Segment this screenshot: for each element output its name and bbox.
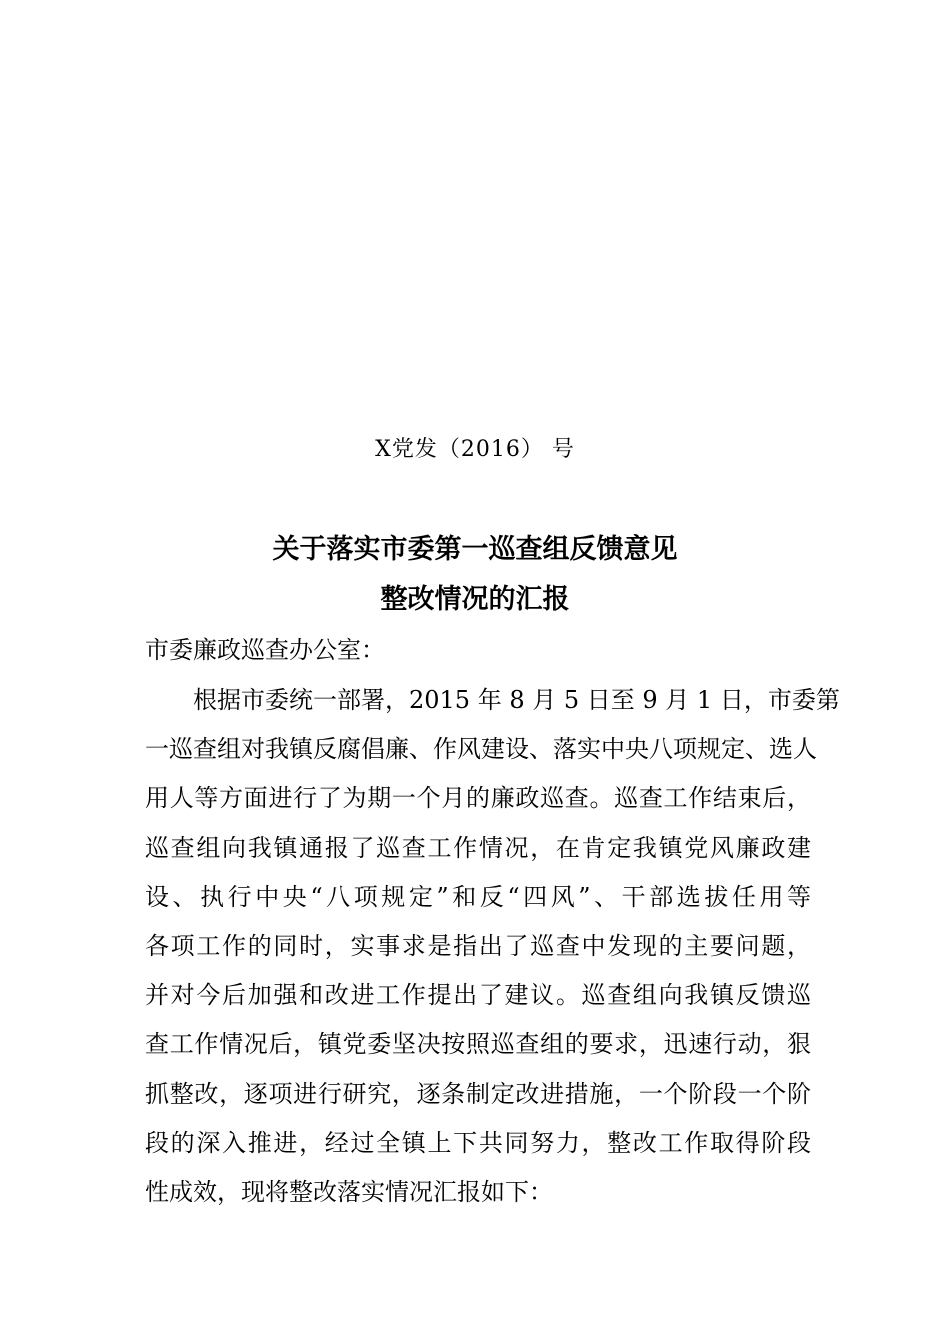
body-line: 根据市委统一部署，2015 年 8 月 5 日至 9 月 1 日，市委第 [193,686,840,714]
body-line: 用人等方面进行了为期一个月的廉政巡查。巡查工作结束后， [145,784,811,813]
body-paragraph [145,676,840,1217]
document-number: X党发（2016） 号 [375,437,575,462]
document-title-line-2: 整改情况的汇报 [380,584,570,615]
body-line: 各项工作的同时，实事求是指出了巡查中发现的主要问题， [145,932,811,961]
body-line: 段的深入推进，经过全镇上下共同努力，整改工作取得阶段 [145,1128,811,1157]
body-line: 设、执行中央“八项规定”和反“四风”、干部选拔任用等 [145,882,811,911]
body-line: 抓整改，逐项进行研究，逐条制定改进措施，一个阶段一个阶 [145,1079,811,1108]
body-line: 一巡查组对我镇反腐倡廉、作风建设、落实中央八项规定、选人 [145,735,817,764]
body-line: 性成效，现将整改落实情况汇报如下： [145,1178,553,1207]
document-title-line-1: 关于落实市委第一巡查组反馈意见 [272,534,678,565]
salutation: 市委廉政巡查办公室： [145,636,385,664]
body-line: 巡查组向我镇通报了巡查工作情况，在肯定我镇党风廉政建 [145,833,811,862]
body-line: 查工作情况后，镇党委坚决按照巡查组的要求，迅速行动，狠 [145,1030,811,1059]
body-line: 并对今后加强和改进工作提出了建议。巡查组向我镇反馈巡 [145,981,811,1010]
